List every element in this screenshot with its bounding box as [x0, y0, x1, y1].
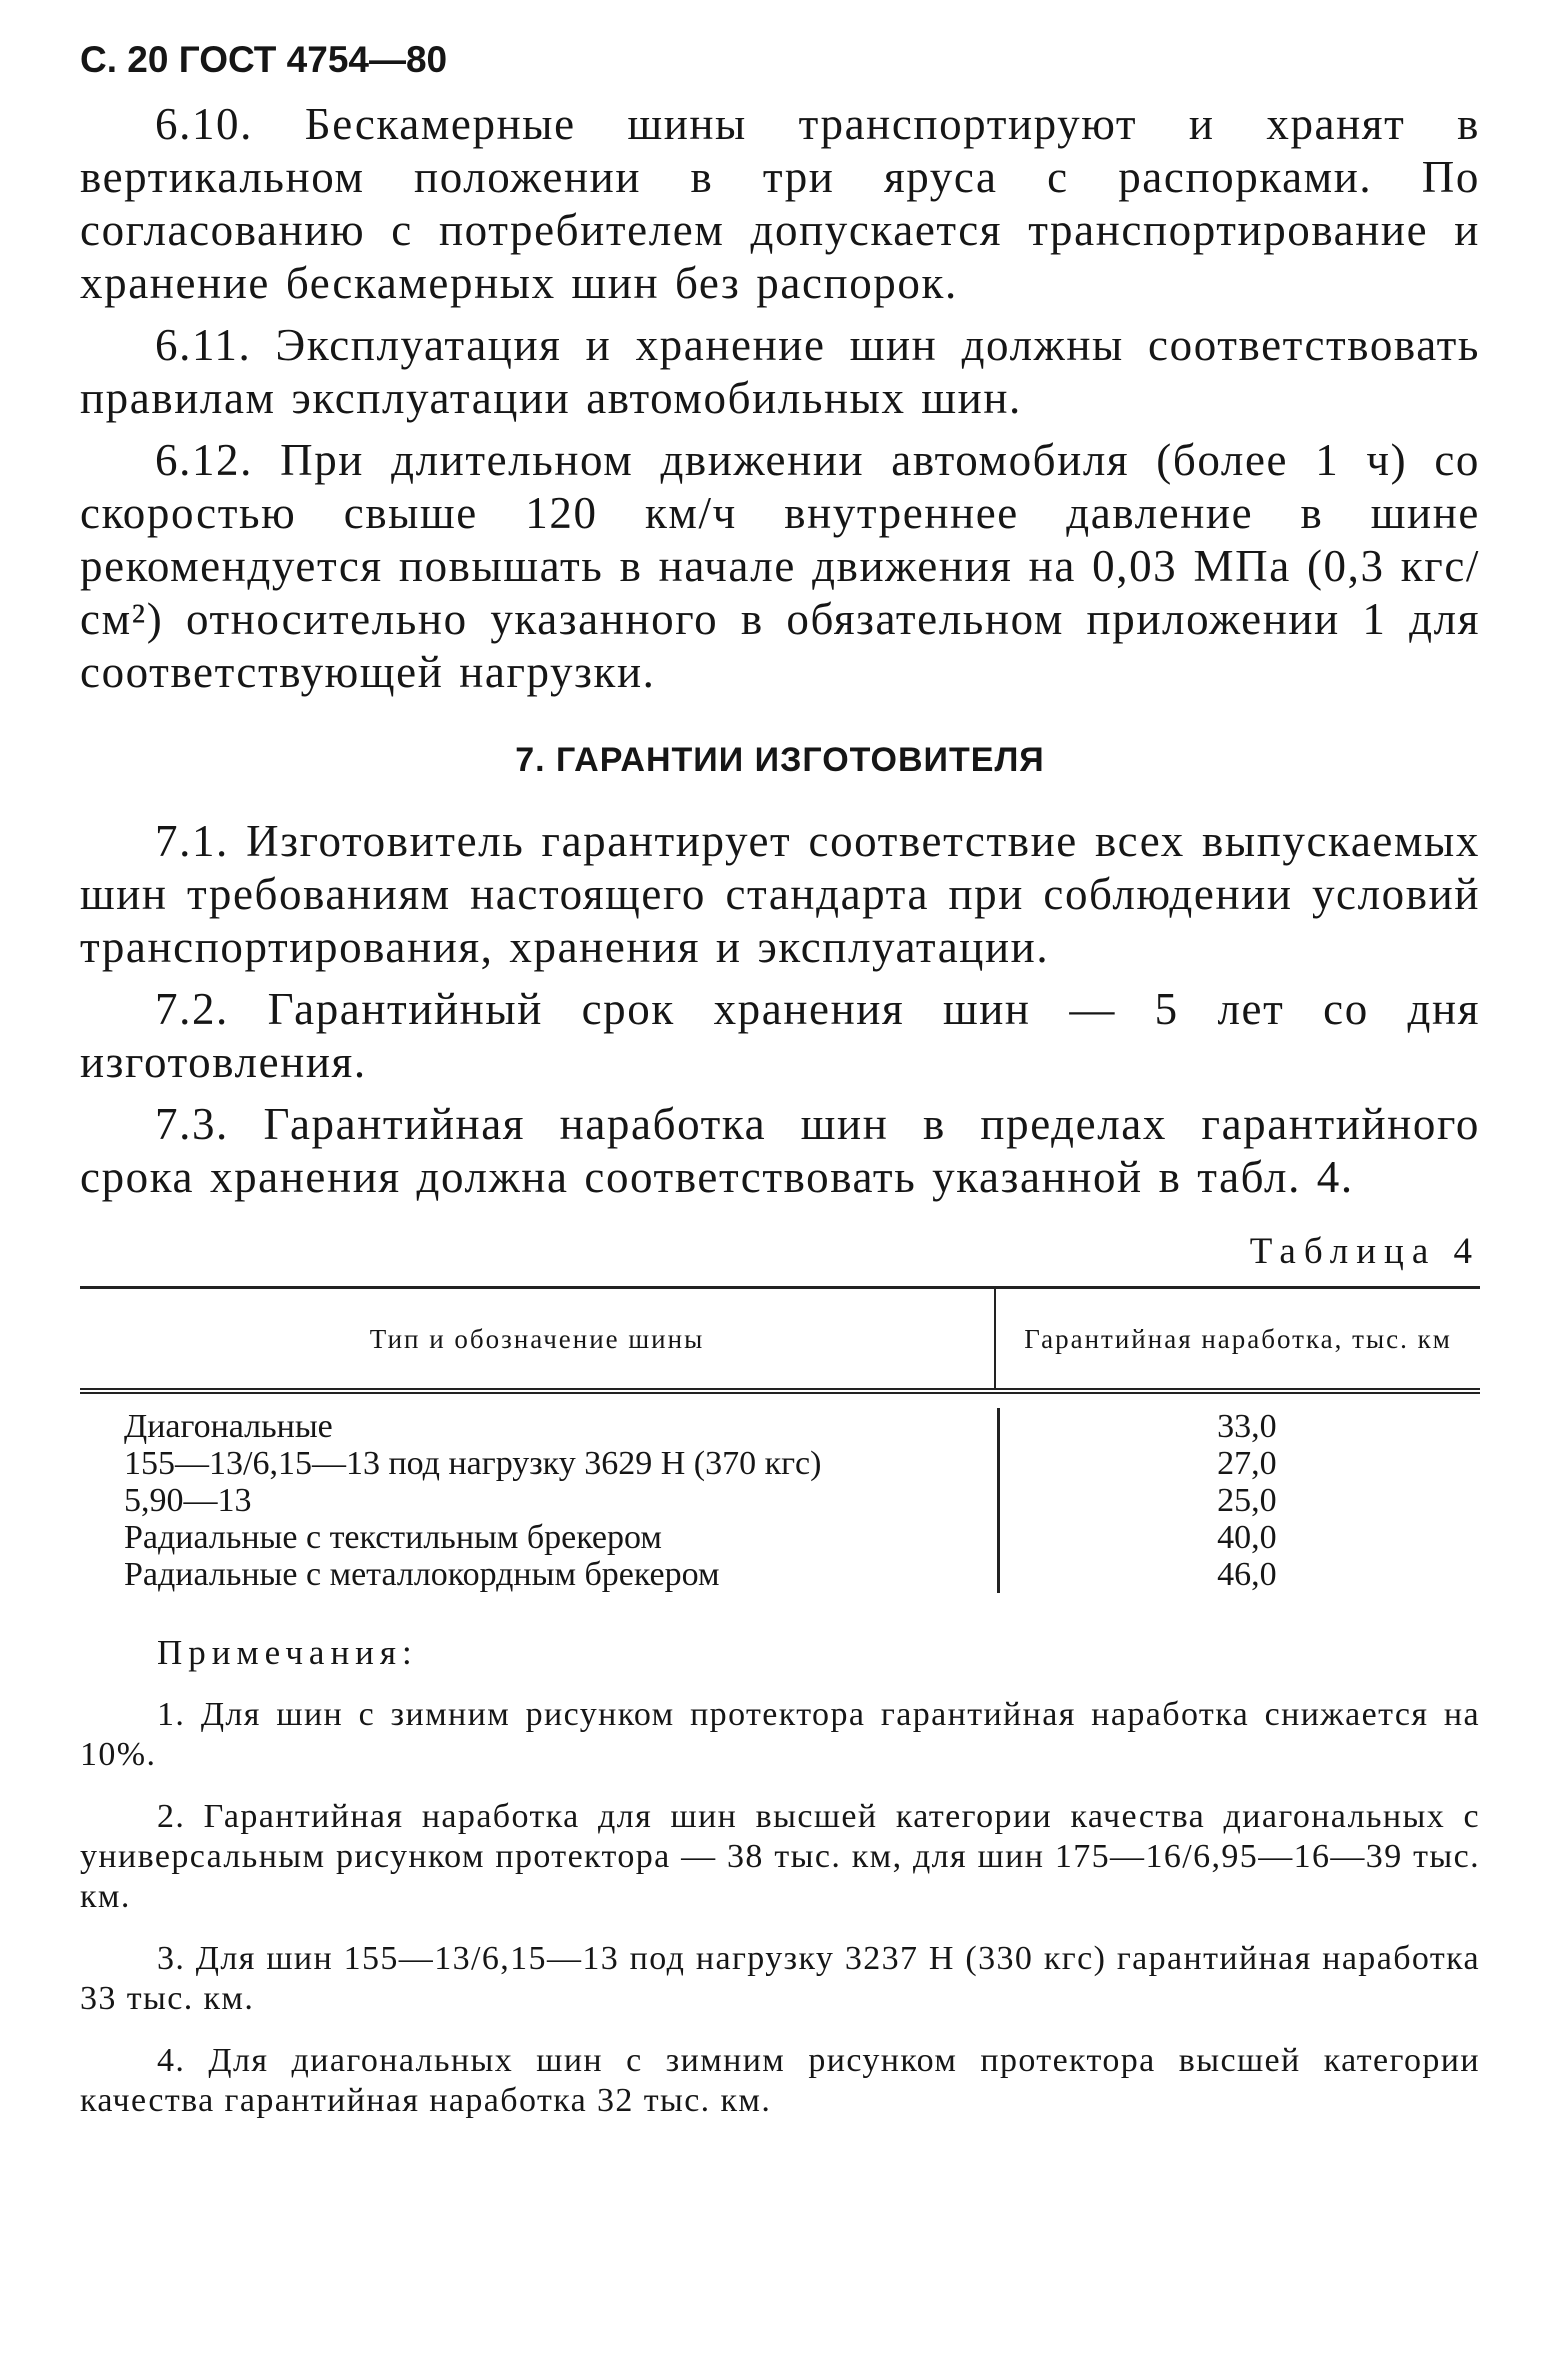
table-cell-type: Радиальные с металлокордным брекером	[124, 1556, 720, 1593]
document-page	[80, 40, 1480, 2143]
paragraph-6-11: 6.11. Эксплуатация и хранение шин должны соответствовать правилам эксплуатации автомобильных шин.	[80, 320, 1480, 423]
tire-type-column	[80, 1408, 1000, 1593]
note-item: 1. Для шин с зимним рисунком протектора гарантийная наработка снижается на 10%.	[80, 1696, 1480, 1773]
body-text	[80, 98, 1480, 699]
table-cell-mileage: 27,0	[1217, 1445, 1277, 1482]
paragraph-6-12: 6.12. При длительном движении автомобиля (более 1 ч) со скоростью свыше 120 км/ч внутреннее давление в шине рекомендуется повышать в начале движения на 0,03 МПа (0,3 кгс/см²) относительно указанного в обязательном приложении 1 для соответствующей нагрузки.	[80, 435, 1480, 697]
table-cell-mileage: 25,0	[1217, 1482, 1277, 1519]
section-body	[80, 815, 1480, 1204]
table-cell-type: 5,90—13	[124, 1482, 252, 1519]
column-header-type: Тип и обозначение шины	[80, 1289, 996, 1388]
notes-section	[80, 1633, 1480, 2121]
note-item: 2. Гарантийная наработка для шин высшей категории качества диагональных с универсальным рисунком протектора — 38 тыс. км, для шин 175—16/6,95—16—39 тыс. км.	[80, 1798, 1480, 1915]
table-cell-mileage: 40,0	[1217, 1519, 1277, 1556]
note-item: 3. Для шин 155—13/6,15—13 под нагрузку 3237 Н (330 кгс) гарантийная наработка 33 тыс. км.	[80, 1940, 1480, 2017]
paragraph-7-3: 7.3. Гарантийная наработка шин в пределах гарантийного срока хранения должна соответствовать указанной в табл. 4.	[80, 1099, 1480, 1202]
mileage-column	[1000, 1408, 1480, 1593]
table-cell-type: Радиальные с текстильным брекером	[124, 1519, 662, 1556]
table-cell-type: 155—13/6,15—13 под нагрузку 3629 Н (370 кгс)	[124, 1445, 822, 1482]
column-header-mileage: Гарантийная наработка, тыс. км	[1024, 1323, 1452, 1354]
table-body	[80, 1394, 1480, 1593]
note-item: 4. Для диагональных шин с зимним рисунком протектора высшей категории качества гарантийная наработка 32 тыс. км.	[80, 2042, 1480, 2119]
table-cell-mileage: 46,0	[1217, 1556, 1277, 1593]
paragraph-6-10: 6.10. Бескамерные шины транспортируют и хранят в вертикальном положении в три яруса с распорками. По согласованию с потребителем допускается транспортирование и хранение бескамерных шин без распорок.	[80, 99, 1480, 308]
table-cell-type: Диагональные	[124, 1408, 333, 1445]
page-header: С. 20 ГОСТ 4754—80	[80, 39, 448, 80]
section-title: 7. ГАРАНТИИ ИЗГОТОВИТЕЛЯ	[515, 741, 1045, 779]
warranty-table	[80, 1286, 1480, 1593]
notes-title: Примечания:	[157, 1633, 418, 1672]
table-header-row	[80, 1289, 1480, 1394]
paragraph-7-1: 7.1. Изготовитель гарантирует соответствие всех выпускаемых шин требованиям настоящего стандарта при соблюдении условий транспортирования, хранения и эксплуатации.	[80, 816, 1480, 972]
table-cell-mileage: 33,0	[1217, 1408, 1277, 1445]
table-caption: Таблица 4	[1249, 1231, 1480, 1272]
paragraph-7-2: 7.2. Гарантийный срок хранения шин — 5 лет со дня изготовления.	[80, 984, 1480, 1087]
